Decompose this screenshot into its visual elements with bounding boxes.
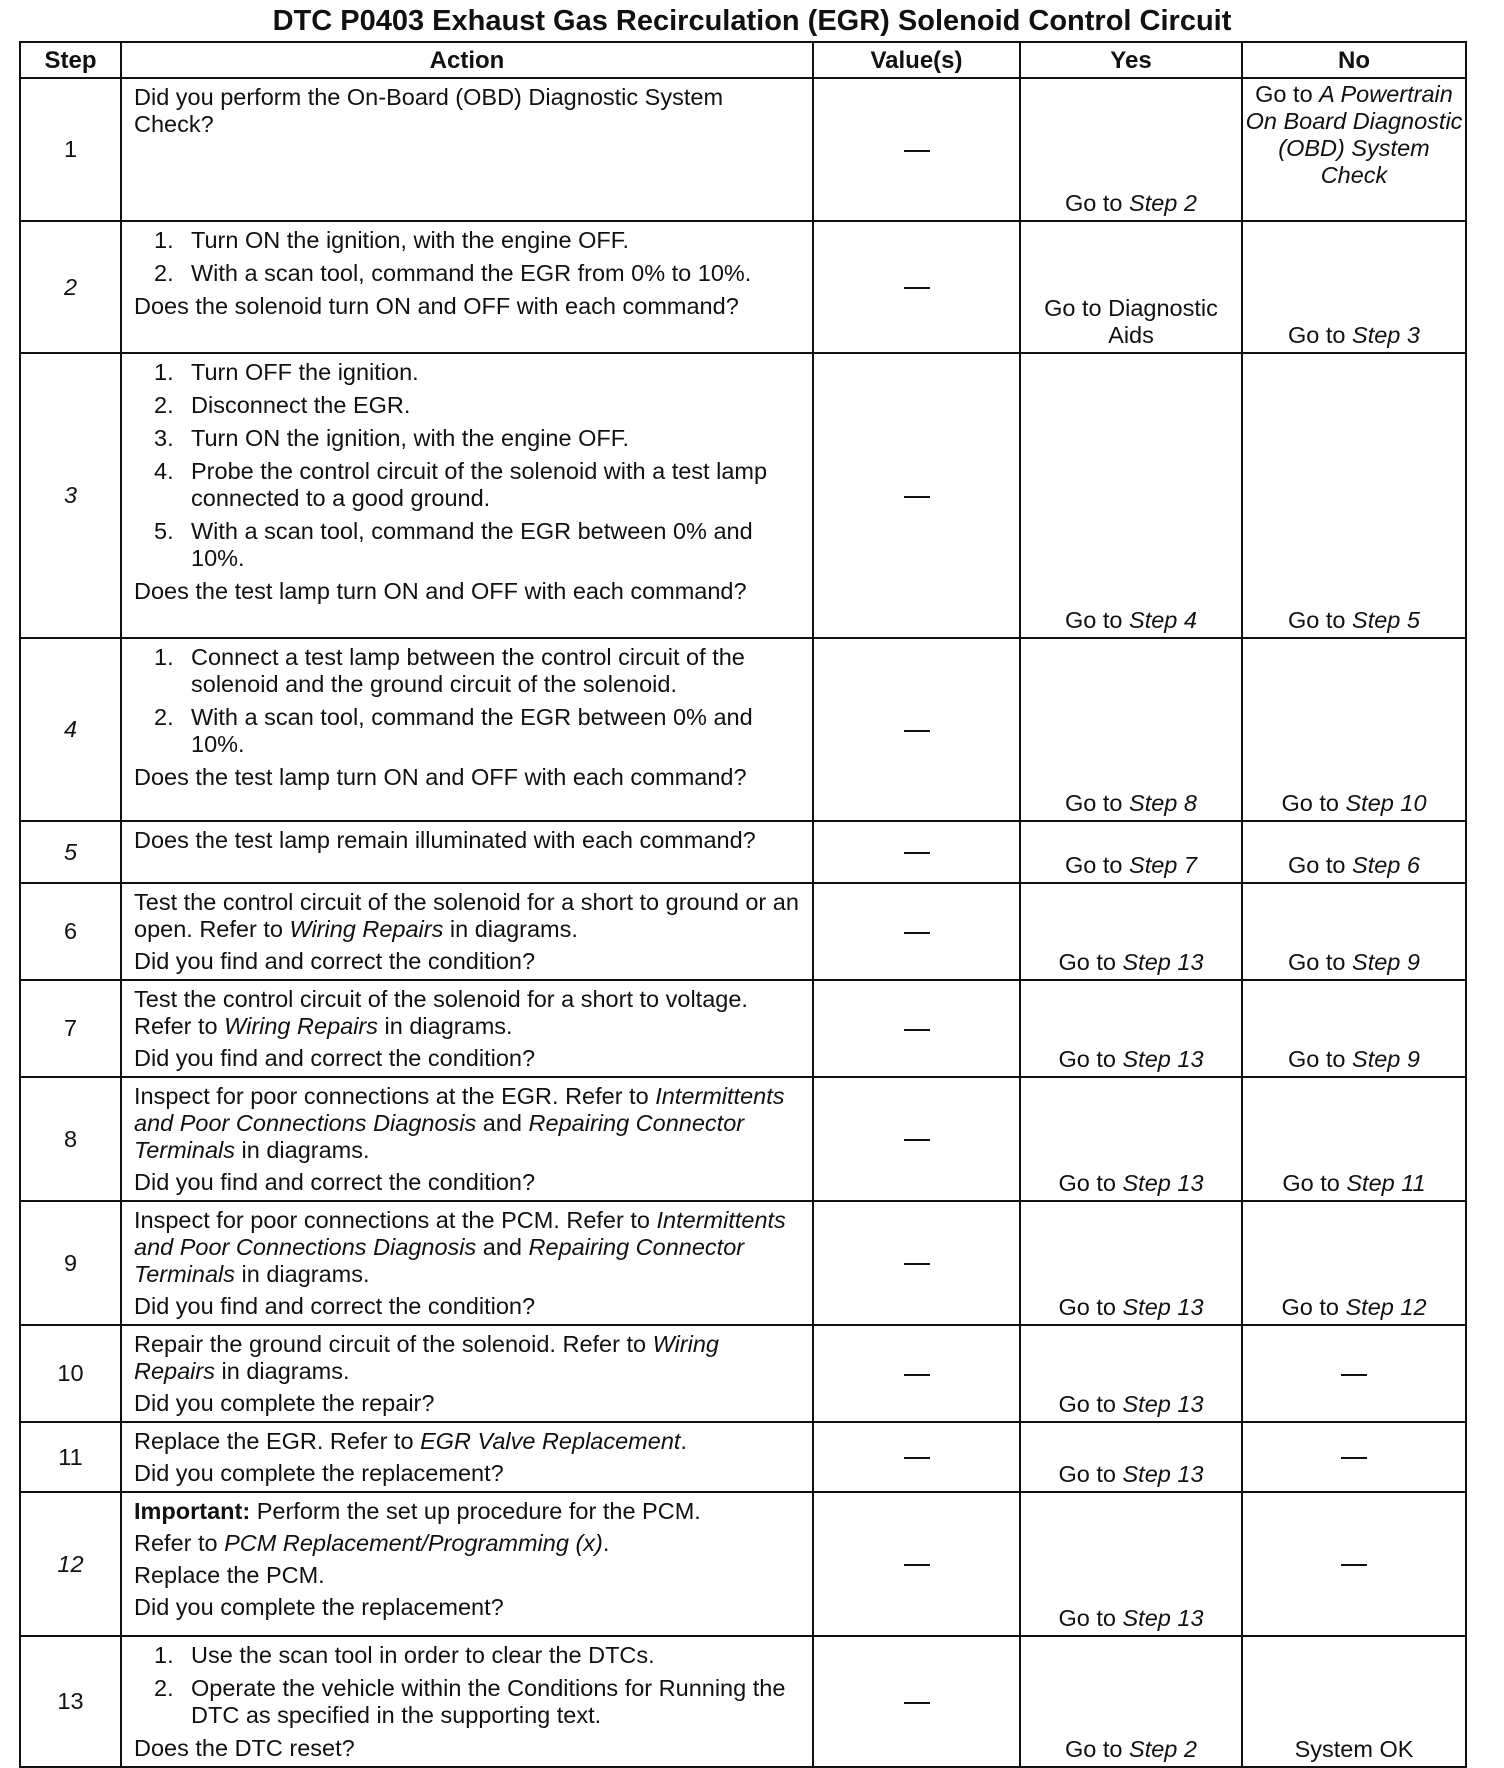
value-cell	[813, 883, 1020, 980]
yes-cell: Go to Step 4	[1020, 353, 1242, 638]
dash-mark	[904, 287, 930, 289]
step-number: 11	[20, 1422, 121, 1492]
value-cell	[813, 353, 1020, 638]
no-cell: System OK	[1242, 1636, 1466, 1767]
action-cell	[121, 1422, 813, 1492]
step-number: 9	[20, 1201, 121, 1325]
value-cell	[813, 221, 1020, 353]
list-item: 2. Disconnect the EGR.	[154, 392, 411, 418]
dash-mark	[904, 1029, 930, 1031]
header-yes: Yes	[1020, 42, 1242, 78]
dash-mark	[904, 1263, 930, 1265]
no-cell: Go to Step 12	[1242, 1201, 1466, 1325]
action-cell	[121, 1492, 813, 1636]
dash-mark	[1341, 1564, 1367, 1566]
action-text: Refer to PCM Replacement/Programming (x).	[134, 1530, 610, 1556]
header-values: Value(s)	[813, 42, 1020, 78]
no-cell: Go to Step 9	[1242, 883, 1466, 980]
no-cell: Go to Step 11	[1242, 1077, 1466, 1201]
list-item: 2. With a scan tool, command the EGR from 0% to 10%.	[154, 260, 752, 286]
table-row	[20, 221, 1466, 353]
action-cell: Did you perform the On-Board (OBD) Diagnostic System Check?	[121, 78, 813, 221]
value-cell	[813, 638, 1020, 821]
action-cell: Does the test lamp remain illuminated with each command?	[121, 821, 813, 883]
action-question: Did you complete the repair?	[134, 1390, 435, 1416]
yes-cell: Go to Step 7	[1020, 821, 1242, 883]
value-cell	[813, 821, 1020, 883]
value-cell	[813, 980, 1020, 1077]
value-cell	[813, 78, 1020, 221]
no-cell: Go to Step 9	[1242, 980, 1466, 1077]
table-row	[20, 821, 1466, 883]
table-row	[20, 353, 1466, 638]
header-action: Action	[121, 42, 813, 78]
action-text: Inspect for poor connections at the PCM. Refer to Intermittents and Poor Connections Diagnosis and Repairing Connector Terminals in diagrams.	[134, 1207, 786, 1287]
table-row	[20, 883, 1466, 980]
table-row	[20, 1422, 1466, 1492]
action-question: Does the solenoid turn ON and OFF with each command?	[134, 293, 739, 319]
yes-cell: Go to Step 13	[1020, 1077, 1242, 1201]
dash-mark	[904, 496, 930, 498]
dash-mark	[904, 852, 930, 854]
action-text: Replace the PCM.	[134, 1562, 325, 1588]
value-cell	[813, 1077, 1020, 1201]
action-question: Did you find and correct the condition?	[134, 948, 536, 974]
action-cell	[121, 221, 813, 353]
yes-cell: Go to Step 8	[1020, 638, 1242, 821]
action-cell	[121, 980, 813, 1077]
value-cell	[813, 1422, 1020, 1492]
dash-mark	[1341, 1457, 1367, 1459]
step-number: 4	[20, 638, 121, 821]
value-cell	[813, 1325, 1020, 1422]
list-item: 1. Use the scan tool in order to clear the DTCs.	[154, 1642, 655, 1668]
dash-mark	[904, 150, 930, 152]
step-number: 5	[20, 821, 121, 883]
header-no: No	[1242, 42, 1466, 78]
yes-cell: Go to Step 13	[1020, 1422, 1242, 1492]
dash-mark	[904, 730, 930, 732]
yes-cell: Go to Step 2	[1020, 78, 1242, 221]
yes-cell: Go to Step 13	[1020, 1325, 1242, 1422]
dash-mark	[1341, 1374, 1367, 1376]
action-cell	[121, 1636, 813, 1767]
action-text: Repair the ground circuit of the solenoid. Refer to Wiring Repairs in diagrams.	[134, 1331, 719, 1384]
action-question: Does the test lamp turn ON and OFF with each command?	[134, 764, 747, 790]
yes-cell: Go to Step 13	[1020, 883, 1242, 980]
list-item: 3. Turn ON the ignition, with the engine OFF.	[154, 425, 630, 451]
no-cell: Go to Step 6	[1242, 821, 1466, 883]
yes-cell: Go to Step 2	[1020, 1636, 1242, 1767]
no-cell: Go to A Powertrain On Board Diagnostic (OBD) System Check	[1242, 78, 1466, 221]
step-number: 12	[20, 1492, 121, 1636]
dash-mark	[904, 1702, 930, 1704]
table-row	[20, 1201, 1466, 1325]
important-note: Important: Perform the set up procedure for the PCM.	[134, 1498, 701, 1524]
action-question: Does the test lamp turn ON and OFF with each command?	[134, 578, 747, 604]
list-item: 5. With a scan tool, command the EGR between 0% and 10%.	[154, 518, 753, 571]
table-row	[20, 78, 1466, 221]
action-text: Inspect for poor connections at the EGR. Refer to Intermittents and Poor Connections Diagnosis and Repairing Connector Terminals in diagrams.	[134, 1083, 785, 1163]
table-row	[20, 638, 1466, 821]
action-question: Did you complete the replacement?	[134, 1460, 504, 1486]
dash-mark	[904, 1457, 930, 1459]
no-cell	[1242, 1492, 1466, 1636]
step-number: 10	[20, 1325, 121, 1422]
step-number: 6	[20, 883, 121, 980]
step-number: 1	[20, 78, 121, 221]
action-cell	[121, 353, 813, 638]
diagnostic-table	[19, 41, 1467, 1768]
action-question: Did you find and correct the condition?	[134, 1169, 536, 1195]
step-number: 3	[20, 353, 121, 638]
action-cell	[121, 1077, 813, 1201]
dash-mark	[904, 1564, 930, 1566]
yes-cell: Go to Step 13	[1020, 1201, 1242, 1325]
step-number: 8	[20, 1077, 121, 1201]
no-cell: Go to Step 10	[1242, 638, 1466, 821]
step-number: 7	[20, 980, 121, 1077]
list-item: 2. Operate the vehicle within the Conditions for Running the DTC as specified in the supporting text.	[154, 1675, 786, 1728]
action-cell	[121, 1325, 813, 1422]
table-header-row	[20, 42, 1466, 78]
list-item: 1. Turn OFF the ignition.	[154, 359, 419, 385]
no-cell: Go to Step 5	[1242, 353, 1466, 638]
action-text: Test the control circuit of the solenoid for a short to voltage. Refer to Wiring Repairs in diagrams.	[134, 986, 748, 1039]
step-number: 2	[20, 221, 121, 353]
list-item: 1. Connect a test lamp between the control circuit of the solenoid and the ground circuit of the solenoid.	[154, 644, 745, 697]
page-title: DTC P0403 Exhaust Gas Recirculation (EGR) Solenoid Control Circuit	[272, 5, 1232, 37]
yes-cell: Go to Step 13	[1020, 980, 1242, 1077]
header-step: Step	[20, 42, 121, 78]
table-row	[20, 1077, 1466, 1201]
action-cell	[121, 638, 813, 821]
list-item: 1. Turn ON the ignition, with the engine OFF.	[154, 227, 630, 253]
value-cell	[813, 1636, 1020, 1767]
action-text: Replace the EGR. Refer to EGR Valve Replacement.	[134, 1428, 687, 1454]
action-question: Did you complete the replacement?	[134, 1594, 504, 1620]
dash-mark	[904, 1374, 930, 1376]
step-number: 13	[20, 1636, 121, 1767]
yes-cell: Go to Step 13	[1020, 1492, 1242, 1636]
list-item: 4. Probe the control circuit of the solenoid with a test lamp connected to a good ground.	[154, 458, 768, 511]
list-item: 2. With a scan tool, command the EGR between 0% and 10%.	[154, 704, 753, 757]
value-cell	[813, 1201, 1020, 1325]
table-row	[20, 1636, 1466, 1767]
yes-cell: Go to Diagnostic Aids	[1020, 221, 1242, 353]
value-cell	[813, 1492, 1020, 1636]
action-text: Test the control circuit of the solenoid for a short to ground or an open. Refer to Wiring Repairs in diagrams.	[134, 889, 799, 942]
action-question: Did you find and correct the condition?	[134, 1045, 536, 1071]
dash-mark	[904, 1139, 930, 1141]
table-row	[20, 1492, 1466, 1636]
dash-mark	[904, 932, 930, 934]
action-question: Did you find and correct the condition?	[134, 1293, 536, 1319]
action-question: Does the DTC reset?	[134, 1735, 355, 1761]
no-cell	[1242, 1325, 1466, 1422]
no-cell: Go to Step 3	[1242, 221, 1466, 353]
action-cell	[121, 1201, 813, 1325]
table-row	[20, 1325, 1466, 1422]
no-cell	[1242, 1422, 1466, 1492]
action-cell	[121, 883, 813, 980]
table-row	[20, 980, 1466, 1077]
